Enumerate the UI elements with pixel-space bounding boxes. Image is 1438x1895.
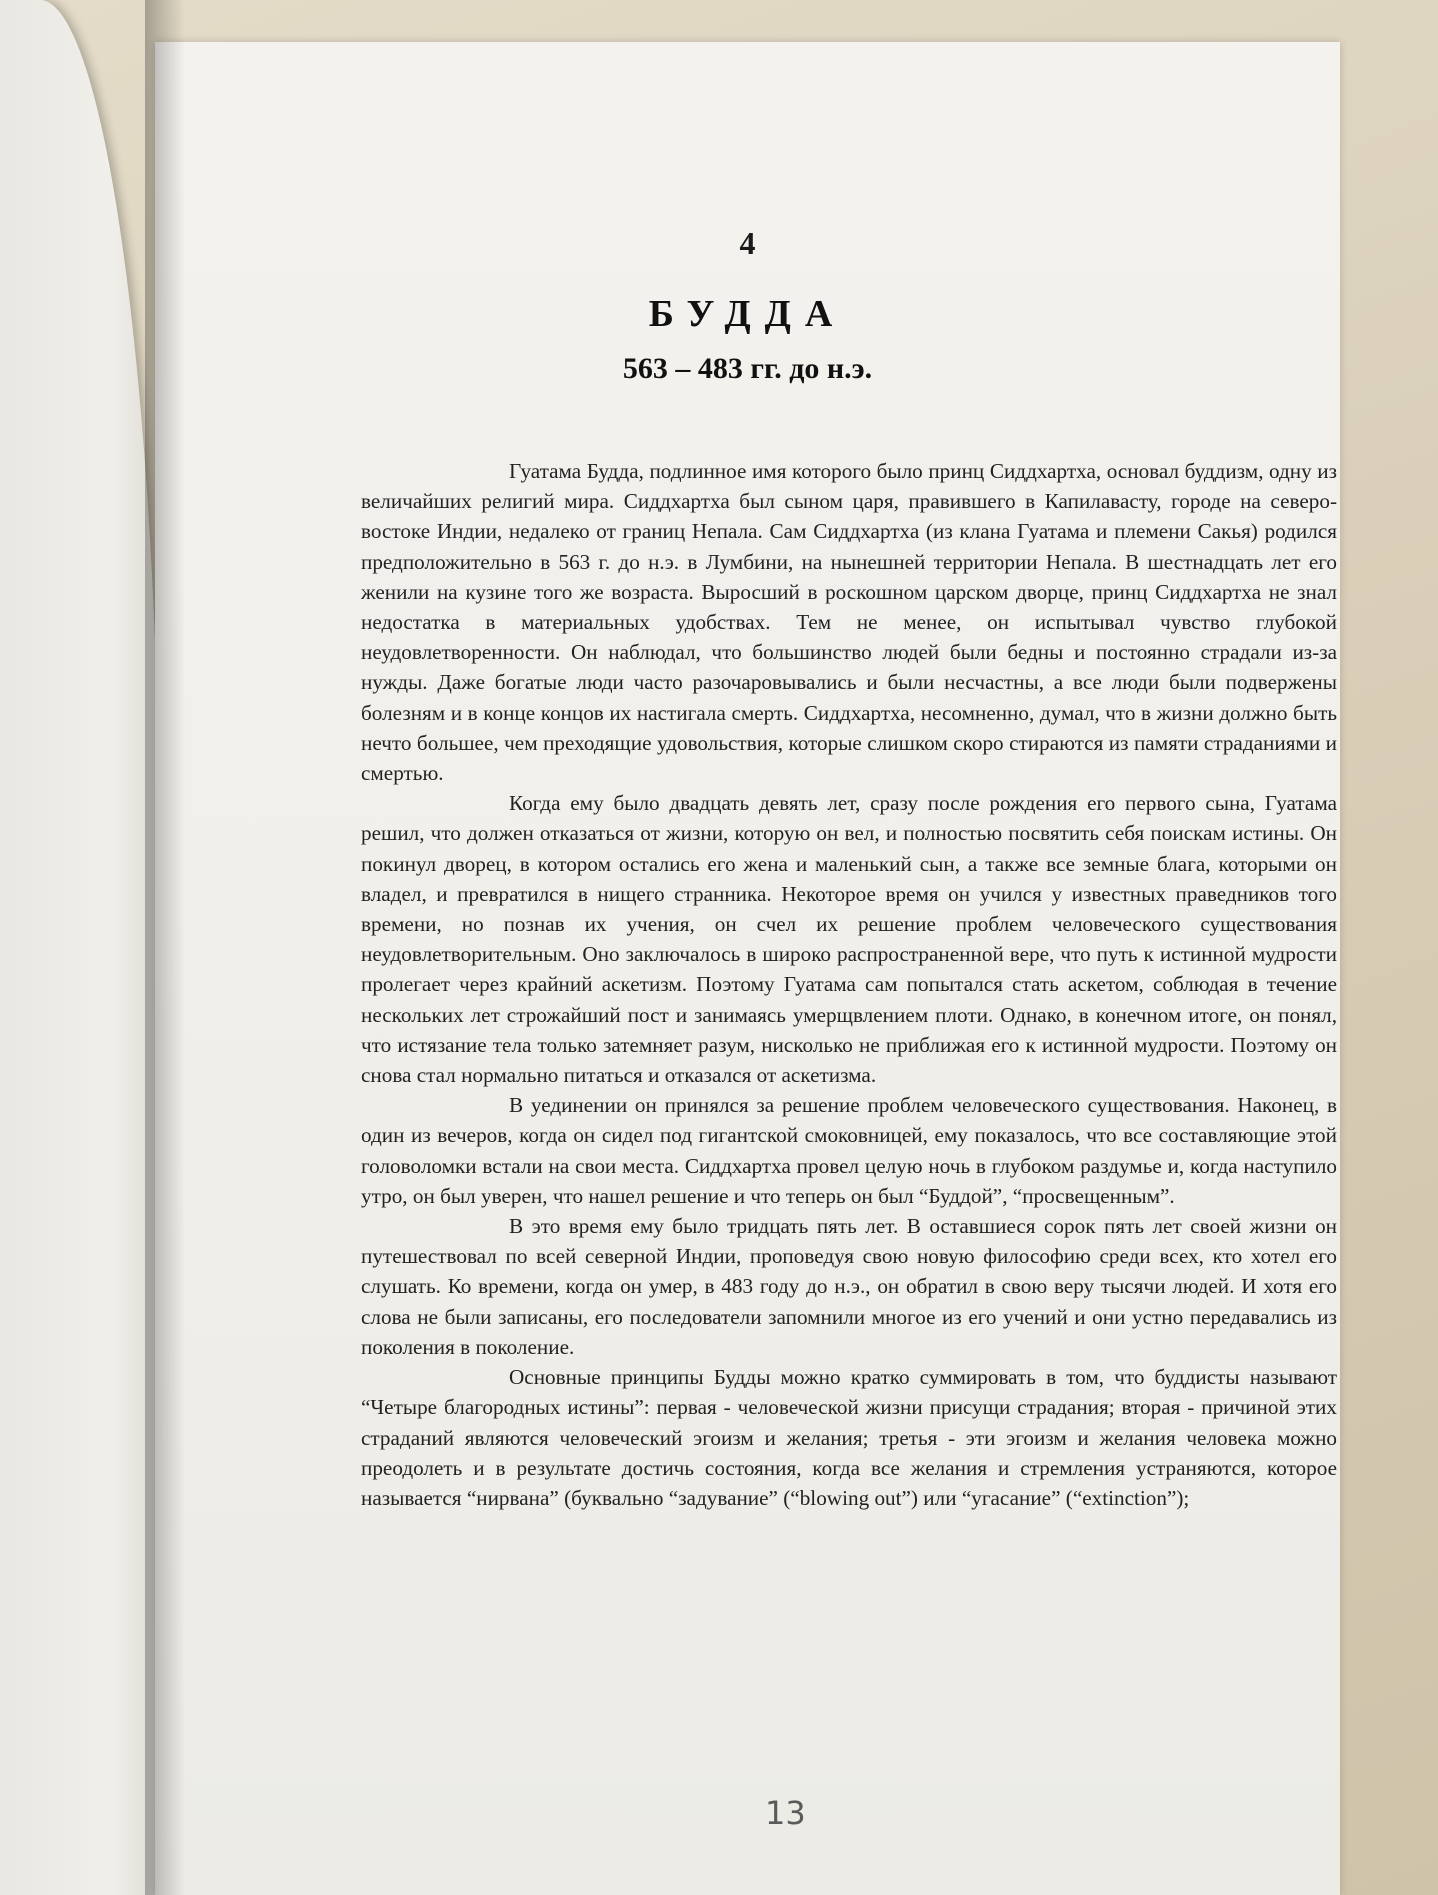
book-page (155, 42, 1340, 1895)
paragraph: В уединении он принялся за решение проблем человеческого существования. Наконец, в один из вечеров, когда он сидел под гигантской смоковницей, ему показалось, что все составляющие этой головоломки встали на свои места. Сиддхартха провел целую ночь в глубоком раздумье и, когда наступило утро, он был уверен, что нашел решение и что теперь он был “Буддой”, “просвещенным”. (361, 1093, 1337, 1208)
handwritten-page-number: 13 (765, 1794, 806, 1832)
body-text (361, 456, 1337, 1513)
chapter-number: 4 (739, 225, 756, 261)
paragraph: В это время ему было тридцать пять лет. В оставшиеся сорок пять лет своей жизни он путешествовал по всей северной Индии, проповедуя свою новую философию среди всех, кто хотел его слушать. Ко времени, когда он умер, в 483 году до н.э., он обратил в свою веру тысячи людей. И хотя его слова не были записаны, его последователи запомнили многое из его учений и они устно передавались из поколения в поколение. (361, 1214, 1337, 1359)
spine-shadow (145, 0, 185, 1895)
paragraph: Гуатама Будда, подлинное имя которого было принц Сиддхартха, основал буддизм, одну из величайших религий мира. Сиддхартха был сыном царя, правившего в Капилавасту, городе на северо-востоке Индии, недалеко от границ Непала. Сам Сиддхартха (из клана Гуатама и племени Сакья) родился предположительно в 563 г. до н.э. в Лумбини, на нынешней территории Непала. В шестнадцать лет его женили на кузине того же возраста. Выросший в роскошном царском дворце, принц Сиддхартха не знал недостатка в материальных удобствах. Тем не менее, он испытывал чувство глубокой неудовлетворенности. Он наблюдал, что большинство людей были бедны и постоянно страдали из-за нужды. Даже богатые люди часто разочаровывались и были несчастны, а все люди были подвержены болезням и в конце концов их настигала смерть. Сиддхартха, несомненно, думал, что в жизни должно быть нечто большее, чем преходящие удовольствия, которые слишком скоро стираются из памяти страданиями и смертью. (361, 459, 1337, 786)
chapter-title: БУДДА (648, 293, 847, 335)
paragraph: Основные принципы Будды можно кратко суммировать в том, что буддисты называют “Четыре благородных истины”: первая - человеческой жизни присущи страдания; вторая - причиной этих страданий являются человеческий эгоизм и желания; третья - эти эгоизм и желания человека можно преодолеть и в результате достичь состояния, когда все желания и стремления устраняются, которое называется “нирвана” (буквально “задувание” (“blowing out”) или “угасание” (“extinction”); (361, 1365, 1337, 1510)
paragraph: Когда ему было двадцать девять лет, сразу после рождения его первого сына, Гуатама решил, что должен отказаться от жизни, которую он вел, и полностью посвятить себя поискам истины. Он покинул дворец, в котором остались его жена и маленький сын, а также все земные блага, которыми он владел, и превратился в нищего странника. Некоторое время он учился у известных праведников того времени, но познав их учения, он счел их решение проблем человеческого существования неудовлетворительным. Оно заключалось в широко распространенной вере, что путь к истинной мудрости пролегает через крайний аскетизм. Поэтому Гуатама сам попытался стать аскетом, соблюдая в течение нескольких лет строжайший пост и занимаясь умерщвлением плоти. Однако, в конечном итоге, он понял, что истязание тела только затемняет разум, нисколько не приближая его к истинной мудрости. Поэтому он снова стал нормально питаться и отказался от аскетизма. (361, 791, 1337, 1088)
chapter-dates: 563 – 483 гг. до н.э. (622, 352, 873, 385)
